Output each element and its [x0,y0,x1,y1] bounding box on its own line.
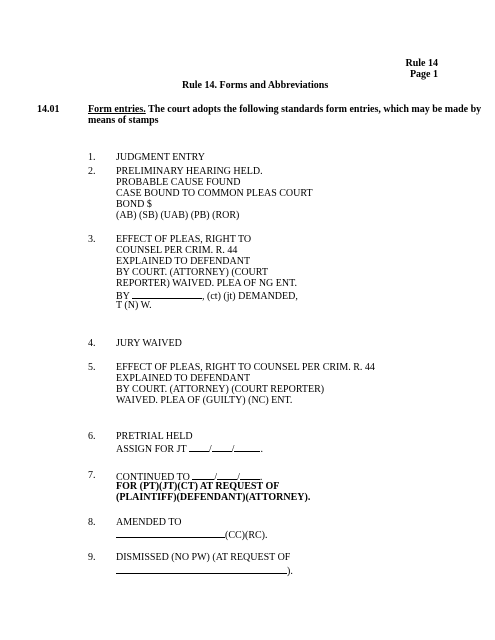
line-end: . [260,444,263,455]
item-line: EXPLAINED TO DEFENDANT [116,256,251,267]
date-separator: / [231,444,235,455]
item-line: EFFECT OF PLEAS, RIGHT TO COUNSEL PER CRIM. R. 44 [116,362,375,373]
item-line: WAIVED. PLEA OF (GUILTY) (NC) ENT. [116,395,293,406]
item-line: EFFECT OF PLEAS, RIGHT TO [116,234,252,245]
dismissed-blank[interactable] [116,564,287,574]
date-separator: / [237,472,240,483]
item-number: 6. [88,431,96,442]
date-blank[interactable] [240,470,260,480]
item-number: 9. [88,552,96,563]
assign-prefix: ASSIGN FOR JT [116,444,189,455]
section-intro [88,104,481,115]
item-line-bold: FOR (PT)(JT)(CT) AT REQUEST OF [116,481,280,492]
item-line: EXPLAINED TO DEFENDANT [116,373,251,384]
item-line: T (N) W. [116,300,152,311]
by-prefix: BY [116,291,133,302]
continued-prefix: CONTINUED TO [116,472,193,483]
item-line: REPORTER) WAIVED. PLEA OF NG ENT. [116,278,297,289]
date-blank[interactable] [192,470,214,480]
item-line: PRETRIAL HELD [116,431,193,442]
section-number: 14.01 [37,104,60,115]
amended-blank[interactable] [116,528,225,538]
assign-line [116,442,263,455]
dismissed-line [116,564,293,577]
item-line: COUNSEL PER CRIM. R. 44 [116,245,238,256]
section-intro-line1: The court adopts the following standards form entries, which may be made by [145,104,482,115]
section-intro-line2: means of stamps [88,115,159,126]
item-line: CASE BOUND TO COMMON PLEAS COURT [116,188,313,199]
by-suffix: , (ct) (jt) DEMANDED, [202,291,298,302]
amended-line [116,528,268,541]
dismissed-suffix: ). [287,566,293,577]
item-number: 4. [88,338,96,349]
item-line-bold: (PLAINTIFF)(DEFENDANT)(ATTORNEY). [116,492,311,503]
page-title: Rule 14. Forms and Abbreviations [182,80,329,91]
date-blank[interactable] [234,442,260,452]
line-end: . [259,472,263,483]
date-separator: / [214,472,218,483]
item-number: 2. [88,166,96,177]
item-line: BOND $ [116,199,152,210]
item-line: AMENDED TO [116,517,182,528]
page-number: Page 1 [409,69,438,80]
item-number: 8. [88,517,96,528]
item-line: DISMISSED (NO PW) (AT REQUEST OF [116,552,291,563]
item-line: BY COURT. (ATTORNEY) (COURT REPORTER) [116,384,325,395]
item-number: 3. [88,234,96,245]
rule-number: Rule 14 [405,58,438,69]
date-separator: / [208,444,212,455]
date-blank[interactable] [212,442,232,452]
item-number: 7. [88,470,96,481]
item-line: JURY WAIVED [116,338,182,349]
item-line: PRELIMINARY HEARING HELD. [116,166,263,177]
item-line: BY COURT. (ATTORNEY) (COURT [116,267,268,278]
amended-suffix: (CC)(RC). [225,530,268,541]
item-number: 5. [88,362,96,373]
item-line: JUDGMENT ENTRY [116,152,205,163]
date-blank[interactable] [217,470,237,480]
section-heading: Form entries. [88,104,146,115]
item-line: PROBABLE CAUSE FOUND [116,177,241,188]
by-blank[interactable] [132,289,202,299]
item-line: (AB) (SB) (UAB) (PB) (ROR) [116,210,240,221]
item-number: 1. [88,152,96,163]
date-blank[interactable] [189,442,209,452]
